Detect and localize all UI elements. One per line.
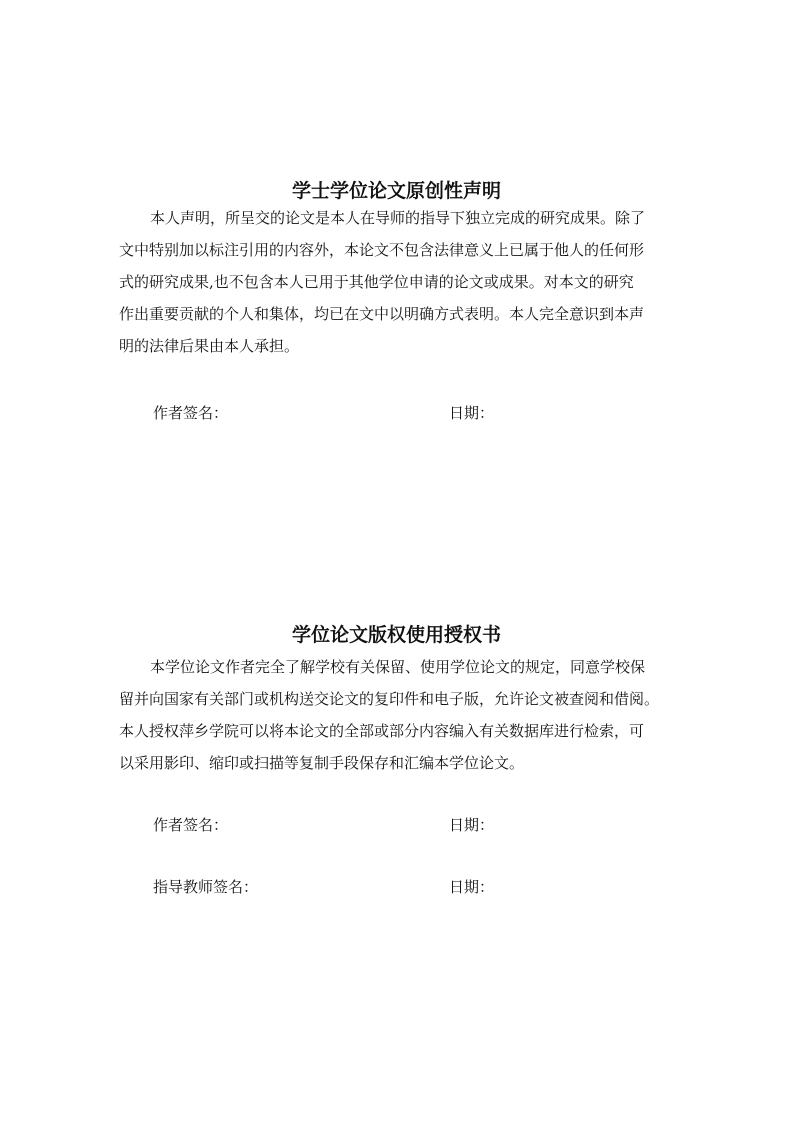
declaration-line-2: 文中特别加以标注引用的内容外，本论文不包含法律意义上已属于他人的任何形: [119, 241, 645, 259]
authorization-line-2: 留并向国家有关部门或机构送交论文的复印件和电子版，允许论文被查阅和借阅。: [119, 690, 660, 708]
declaration-line-5: 明的法律后果由本人承担。: [119, 337, 300, 355]
declaration-date-label: 日期：: [449, 404, 495, 422]
authorization-author-date-label: 日期：: [449, 816, 495, 834]
authorization-supervisor-signature-label: 指导教师签名：: [153, 878, 259, 896]
declaration-line-3: 式的研究成果,也不包含本人已用于其他学位申请的论文或成果。对本文的研究: [119, 273, 634, 291]
authorization-supervisor-date-label: 日期：: [449, 878, 495, 896]
declaration-author-signature-label: 作者签名：: [153, 404, 229, 422]
authorization-author-signature-label: 作者签名：: [153, 816, 229, 834]
declaration-title: 学士学位论文原创性声明: [291, 180, 501, 202]
declaration-line-4: 作出重要贡献的个人和集体，均已在文中以明确方式表明。本人完全意识到本声: [119, 305, 645, 323]
authorization-line-3: 本人授权萍乡学院可以将本论文的全部或部分内容编入有关数据库进行检索，可: [119, 722, 645, 740]
authorization-line-1: 本学位论文作者完全了解学校有关保留、使用学位论文的规定，同意学校保: [150, 658, 646, 676]
authorization-title: 学位论文版权使用授权书: [291, 624, 501, 646]
declaration-line-1: 本人声明，所呈交的论文是本人在导师的指导下独立完成的研究成果。除了: [150, 209, 646, 227]
authorization-line-4: 以采用影印、缩印或扫描等复制手段保存和汇编本学位论文。: [119, 754, 525, 772]
